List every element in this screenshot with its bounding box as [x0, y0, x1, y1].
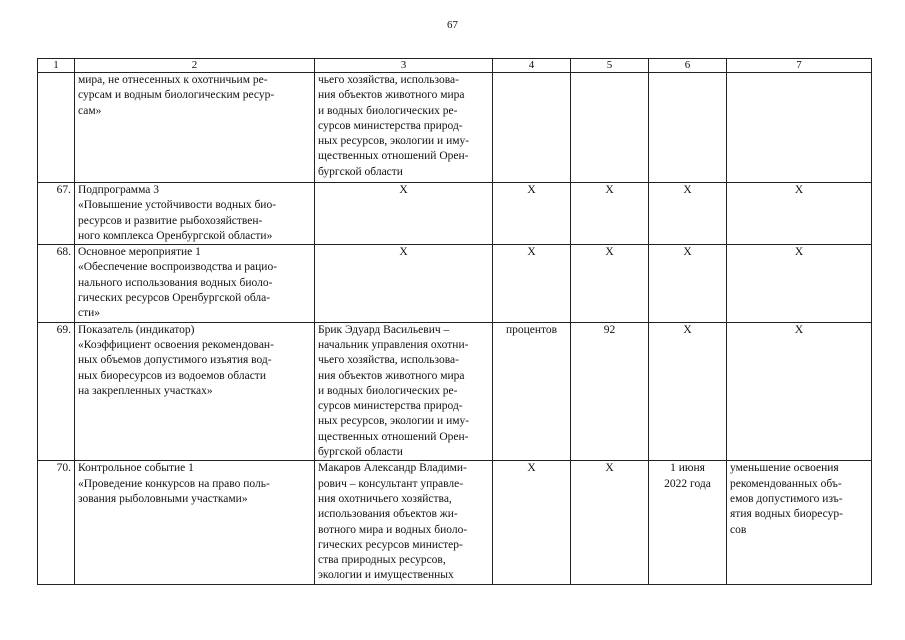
- row-title-line: гических ресурсов Оренбургской обла-: [78, 292, 271, 305]
- row-title-line: «Повышение устойчивости водных био-: [78, 199, 277, 212]
- row-note-line: рекомендованных объ-: [730, 477, 842, 490]
- row-responsible-line: X: [399, 246, 408, 259]
- row-unit: X: [493, 183, 571, 245]
- row-responsible: [315, 183, 493, 245]
- row-title-line: сурсам и водным биологическим ресур-: [78, 89, 275, 102]
- table-row: [38, 245, 872, 322]
- row-title-line: сти»: [78, 307, 101, 320]
- page-number: 67: [447, 19, 458, 31]
- row-responsible: [315, 73, 493, 183]
- row-responsible-line: X: [399, 184, 408, 196]
- row-responsible-line: экологии и имущественных: [318, 569, 454, 582]
- row-title-line: Контрольное событие 1: [78, 462, 194, 475]
- row-deadline: [649, 245, 727, 322]
- column-header: 6: [649, 59, 727, 73]
- row-value: X: [571, 245, 649, 322]
- table-row: [38, 322, 872, 461]
- row-title-line: «Обеспечение воспроизводства и рацио-: [78, 261, 278, 274]
- table-row: [38, 183, 872, 245]
- row-responsible: [315, 245, 493, 322]
- row-responsible-line: начальник управления охотни-: [318, 338, 469, 351]
- row-note-line: ятия водных биоресур-: [730, 508, 843, 521]
- row-value: X: [571, 183, 649, 245]
- row-number: 68.: [38, 245, 75, 322]
- row-responsible-line: использования объектов жи-: [318, 508, 458, 521]
- row-responsible-line: рович – консультант управле-: [318, 477, 464, 490]
- row-responsible-line: чьего хозяйства, использова-: [318, 74, 459, 86]
- row-value: [571, 73, 649, 183]
- row-title: [75, 73, 315, 183]
- row-unit: X: [493, 245, 571, 322]
- row-title-line: Подпрограмма 3: [78, 184, 160, 196]
- row-title-line: мира, не отнесенных к охотничьим ре-: [78, 74, 268, 86]
- row-number: [38, 73, 75, 183]
- row-deadline-line: X: [683, 246, 692, 259]
- row-title: [75, 245, 315, 322]
- row-responsible-line: ния объектов животного мира: [318, 369, 465, 382]
- row-title-line: на закрепленных участках»: [78, 384, 213, 397]
- row-title-line: «Коэффициент освоения рекомендован-: [78, 338, 274, 351]
- column-header: 1: [38, 59, 75, 73]
- row-responsible-line: щественных отношений Орен-: [318, 150, 469, 163]
- row-deadline: [649, 73, 727, 183]
- row-title: [75, 322, 315, 461]
- column-header: 5: [571, 59, 649, 73]
- table-row: [38, 73, 872, 183]
- row-note: [727, 461, 872, 585]
- row-deadline-line: X: [683, 184, 692, 196]
- column-header: 3: [315, 59, 493, 73]
- column-number-row: [38, 59, 872, 73]
- row-number: 70.: [38, 461, 75, 585]
- row-responsible-line: чьего хозяйства, использова-: [318, 354, 459, 367]
- column-header: 4: [493, 59, 571, 73]
- row-responsible-line: Макаров Александр Владими-: [318, 462, 467, 475]
- row-responsible-line: и водных биологических ре-: [318, 104, 458, 117]
- row-responsible-line: вотного мира и водных биоло-: [318, 523, 468, 536]
- row-number: 69.: [38, 322, 75, 461]
- row-responsible-line: сурсов министерства природ-: [318, 400, 463, 413]
- row-responsible-line: гических ресурсов министер-: [318, 538, 463, 551]
- row-responsible-line: и водных биологических ре-: [318, 384, 458, 397]
- row-responsible: [315, 461, 493, 585]
- row-title-line: ных объемов допустимого изъятия вод-: [78, 354, 272, 367]
- row-title-line: ресурсов и развитие рыбохозяйствен-: [78, 214, 263, 227]
- row-responsible-line: ства природных ресурсов,: [318, 554, 446, 567]
- row-note: [727, 73, 872, 183]
- row-responsible-line: щественных отношений Орен-: [318, 430, 469, 443]
- row-note: [727, 245, 872, 322]
- row-note-line: X: [794, 184, 804, 196]
- row-note-line: X: [794, 323, 804, 336]
- row-note: [727, 183, 872, 245]
- program-table: [37, 58, 872, 585]
- row-responsible-line: ных ресурсов, экологии и иму-: [318, 135, 470, 148]
- column-header: 7: [727, 59, 872, 73]
- table-body: [38, 73, 872, 585]
- row-responsible-line: бургской области: [318, 165, 403, 178]
- row-note-line: сов: [730, 523, 747, 536]
- row-title: [75, 183, 315, 245]
- row-unit: X: [493, 461, 571, 585]
- row-title-line: сам»: [78, 104, 102, 117]
- row-title-line: ных биоресурсов из водоемов области: [78, 369, 266, 382]
- row-value: 92: [571, 322, 649, 461]
- row-responsible-line: ния охотничьего хозяйства,: [318, 492, 452, 505]
- row-title-line: «Проведение конкурсов на право поль-: [78, 477, 270, 490]
- row-deadline: [649, 183, 727, 245]
- table-row: [38, 461, 872, 585]
- row-note-line: X: [794, 246, 804, 259]
- row-responsible-line: ных ресурсов, экологии и иму-: [318, 415, 470, 428]
- row-deadline-line: X: [683, 323, 692, 336]
- row-number: 67.: [38, 183, 75, 245]
- row-title-line: Показатель (индикатор): [78, 323, 195, 336]
- row-deadline-line: 2022 года: [664, 477, 711, 490]
- row-responsible-line: бургской области: [318, 446, 403, 459]
- row-unit: процентов: [493, 322, 571, 461]
- row-responsible: [315, 322, 493, 461]
- row-title-line: нального использования водных биоло-: [78, 276, 273, 289]
- row-responsible-line: ния объектов животного мира: [318, 89, 465, 102]
- row-title-line: ного комплекса Оренбургской области»: [78, 229, 273, 242]
- row-title-line: зования рыболовными участками»: [78, 492, 248, 505]
- row-responsible-line: Брик Эдуард Васильевич –: [318, 323, 450, 336]
- row-value: X: [571, 461, 649, 585]
- row-title: [75, 461, 315, 585]
- row-unit: [493, 73, 571, 183]
- column-header: 2: [75, 59, 315, 73]
- row-deadline: [649, 322, 727, 461]
- row-note-line: емов допустимого изъ-: [730, 492, 843, 505]
- row-deadline: [649, 461, 727, 585]
- row-title-line: Основное мероприятие 1: [78, 246, 201, 259]
- row-deadline-line: 1 июня: [670, 462, 705, 475]
- row-responsible-line: сурсов министерства природ-: [318, 119, 463, 132]
- row-note: [727, 322, 872, 461]
- row-note-line: уменьшение освоения: [730, 462, 839, 475]
